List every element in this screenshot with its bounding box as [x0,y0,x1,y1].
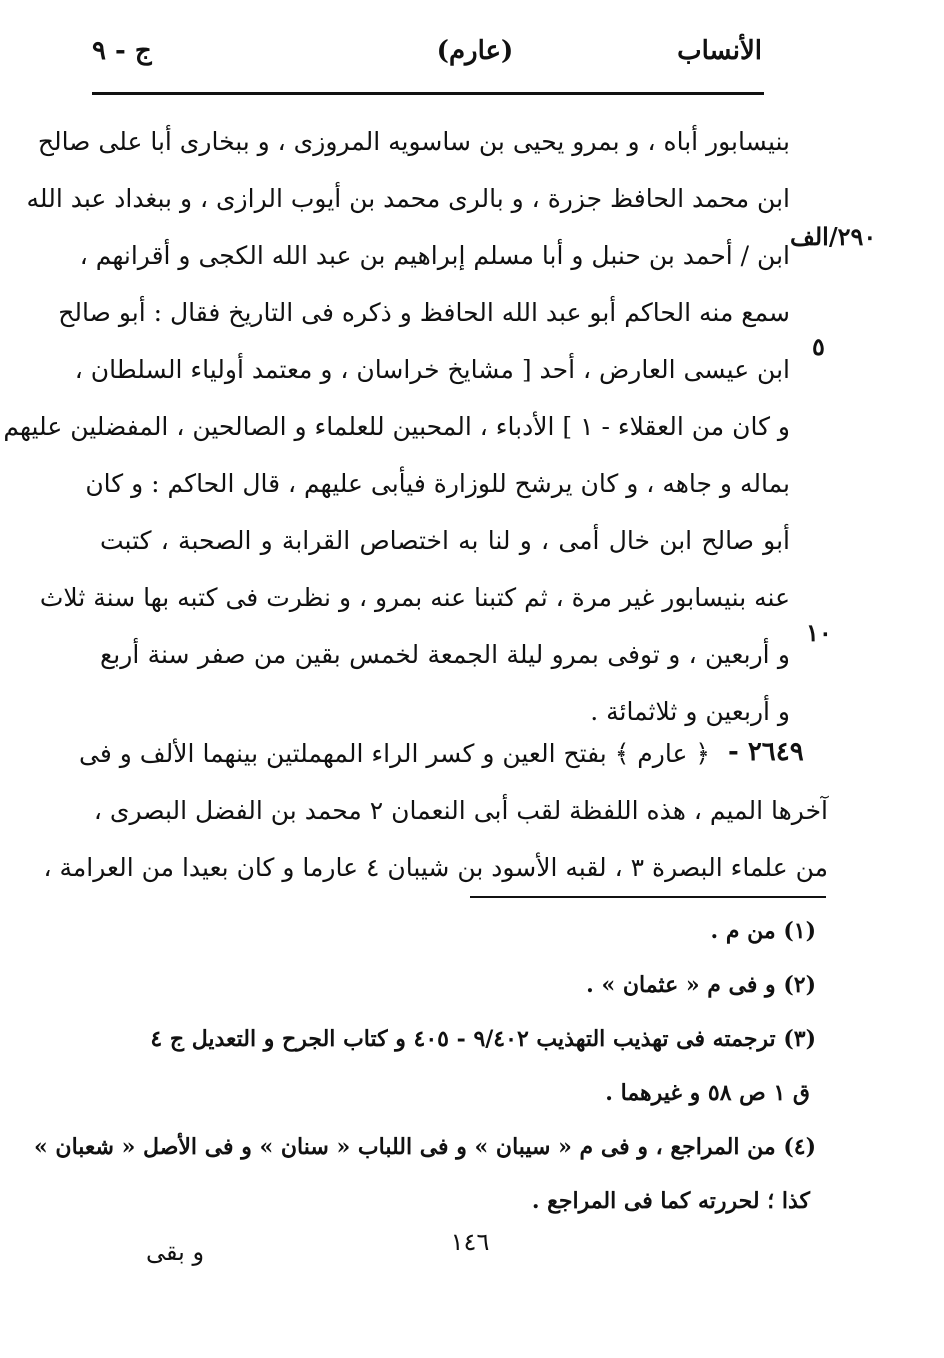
volume-number: ج - ٩ [92,36,152,66]
entry-number: ٢٦٤٩ - [728,737,804,767]
entry-text [43,730,828,901]
page-number: ١٤٦ [450,1228,490,1256]
main-text [3,118,790,745]
entry-line: آخرها الميم ، هذه اللفظة لقب أبى النعمان ٢ محمد بن الفضل البصرى ، [93,796,828,825]
text-line: ابن / أحمد بن حنبل و أبا مسلم إبراهيم بن عبد الله الكجى و أقرانهم ، [79,241,790,270]
line-number-5: ٥ [812,332,825,361]
footnote-3-cont: ق ١ ص ٥٨ و غيرهما . [605,1080,810,1106]
text-line: أبو صالح ابن خال أمى ، و لنا به اختصاص القرابة و الصحبة ، كتبت [100,526,790,555]
folio-marker: ٢٩٠/الف [790,222,877,251]
text-line: بماله و جاهه ، و كان يرشح للوزارة فيأبى عليهم ، قال الحاكم : و كان [85,469,790,498]
footnote-1: (١) من م . [710,918,816,944]
text-line: بنيسابور أباه ، و بمرو يحيى بن ساسويه المروزى ، و ببخارى أبا على صالح [37,127,790,156]
running-title: الأنساب [677,36,762,66]
catchword: و بقى [146,1238,205,1266]
footnote-4: (٤) من المراجع ، و فى م « سيبان » و فى اللباب « سنان » و فى الأصل « شعبان » [34,1134,816,1160]
footnote-3: (٣) ترجمته فى تهذيب التهذيب ٩/٤٠٢ - ٤٠٥ و كتاب الجرح و التعديل ج ٤ [150,1026,816,1052]
text-line: و أربعين و ثلاثمائة . [590,697,790,726]
footnote-2: (٢) و فى م « عثمان » . [586,972,816,998]
text-line: و أربعين ، و توفى بمرو ليلة الجمعة لخمس بقين من صفر سنة أربع [100,640,790,669]
text-line: ابن محمد الحافظ جزرة ، و بالرى محمد بن أيوب الرازى ، و ببغداد عبد الله [26,184,790,213]
entry-line: من علماء البصرة ٣ ، لقبه الأسود بن شيبان ٤ عارما و كان بعيدا من العرامة ، [43,853,828,882]
text-line: عنه بنيسابور غير مرة ، ثم كتبنا عنه بمرو ، و نظرت فى كتبه بها سنة ثلاث [39,583,790,612]
footnote-4-cont: كذا ؛ لحررته كما فى المراجع . [531,1188,810,1214]
entry-line: ﴿ عارم ﴾ بفتح العين و كسر الراء المهملتين بينهما الألف و فى [79,739,710,768]
footnotes [34,908,816,1232]
header-rule [92,92,764,95]
text-line: و كان من العقلاء - ١ ] الأدباء ، المحبين للعلماء و الصالحين ، المفضلين عليهم [3,412,790,441]
text-line: ابن عيسى العارض ، أحد [ مشايخ خراسان ، و معتمد أولياء السلطان ، [74,355,790,384]
text-line: سمع منه الحاكم أبو عبد الله الحافظ و ذكره فى التاريخ فقال : أبو صالح [58,298,790,327]
entry-heading: (عارم) [436,36,514,66]
line-number-10: ١٠ [806,618,832,647]
footnote-rule [470,896,826,898]
